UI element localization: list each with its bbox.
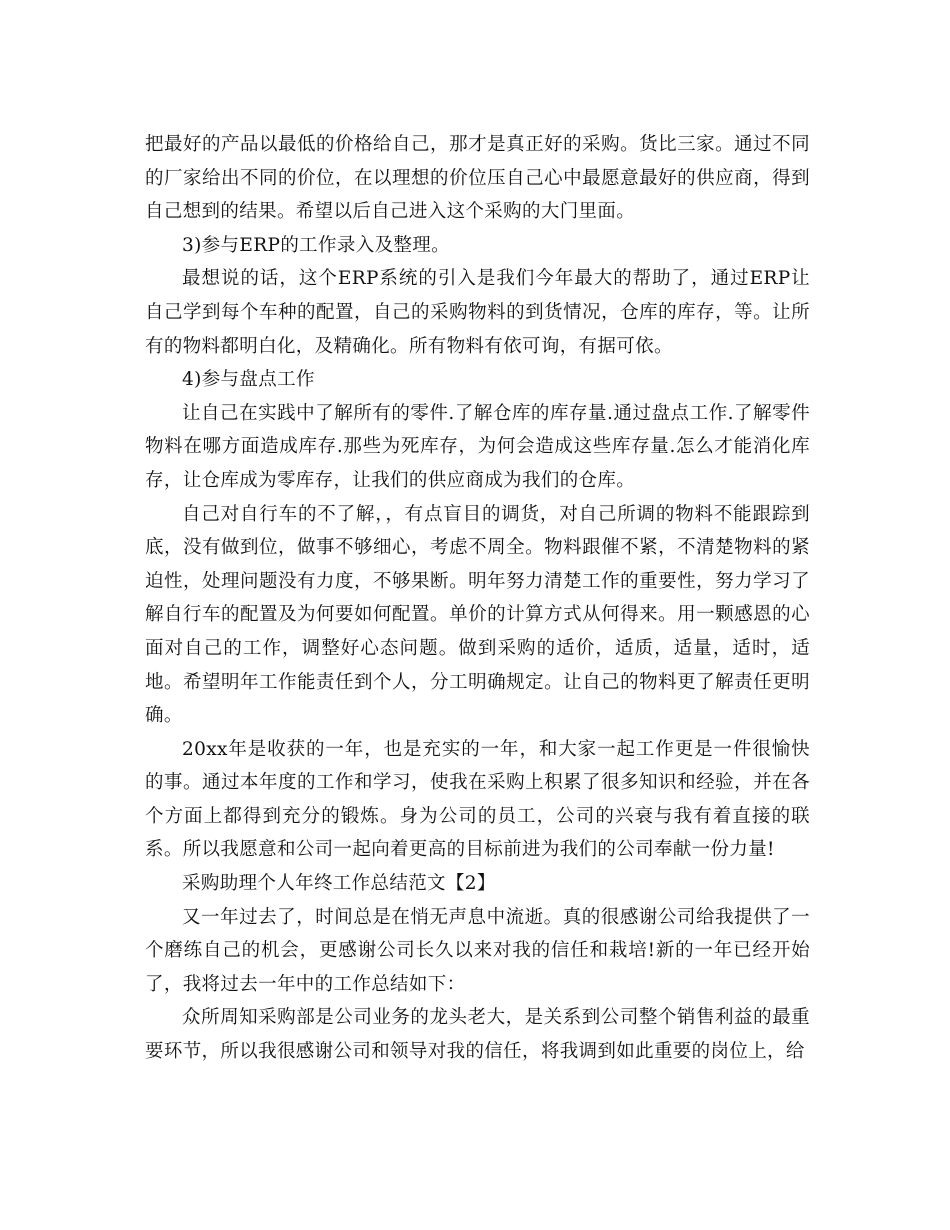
paragraph: 最想说的话，这个ERP系统的引入是我们今年最大的帮助了，通过ERP让自己学到每个车种的配置，自己的采购物料的到货情况，仓库的库存，等。让所有的物料都明白化，及精确化。所有物料有依可询，有据可依。 [145,268,810,357]
paragraph: 把最好的产品以最低的价格给自己，那才是真正好的采购。货比三家。通过不同的厂家给出不同的价位，在以理想的价位压自己心中最愿意最好的供应商，得到自己想到的结果。希望以后自己进入这个采购的大门里面。 [145,134,810,223]
paragraph: 自己对自行车的不了解，，有点盲目的调货，对自己所调的物料不能跟踪到底，没有做到位，做事不够细心，考虑不周全。物料跟催不紧，不清楚物料的紧迫性，处理问题没有力度，不够果断。明年努力清楚工作的重要性，努力学习了解自行车的配置及为何要如何配置。单价的计算方式从何得来。用一颗感恩的心面对自己的工作，调整好心态问题。做到采购的适价，适质，适量，适时，适地。希望明年工作能责任到个人，分工明确规定。让自己的物料更了解责任更明确。 [145,503,810,727]
paragraph: 20xx年是收获的一年，也是充实的一年，和大家一起工作更是一件很愉快的事。通过本年度的工作和学习，使我在采购上积累了很多知识和经验，并在各个方面上都得到充分的锻炼。身为公司的员工，公司的兴衰与我有着直接的联系。所以我愿意和公司一起向着更高的目标前进为我们的公司奉献一份力量! [145,738,810,861]
article-title: 采购助理个人年终工作总结范文【2】 [182,873,496,895]
paragraph: 又一年过去了，时间总是在悄无声息中流逝。真的很感谢公司给我提供了一个磨练自己的机会，更感谢公司长久以来对我的信任和栽培!新的一年已经开始了，我将过去一年中的工作总结如下： [145,906,810,995]
document-body [145,128,810,1069]
paragraph: 让自己在实践中了解所有的零件.了解仓库的库存量.通过盘点工作.了解零件物料在哪方面造成库存.那些为死库存，为何会造成这些库存量.怎么才能消化库存，让仓库成为零库存，让我们的供应商成为我们的仓库。 [145,402,810,491]
section-heading: 3)参与ERP的工作录入及整理。 [182,234,450,256]
section-heading: 4)参与盘点工作 [182,369,315,391]
paragraph: 众所周知采购部是公司业务的龙头老大，是关系到公司整个销售利益的最重要环节，所以我很感谢公司和领导对我的信任，将我调到如此重要的岗位上，给 [145,1007,810,1063]
